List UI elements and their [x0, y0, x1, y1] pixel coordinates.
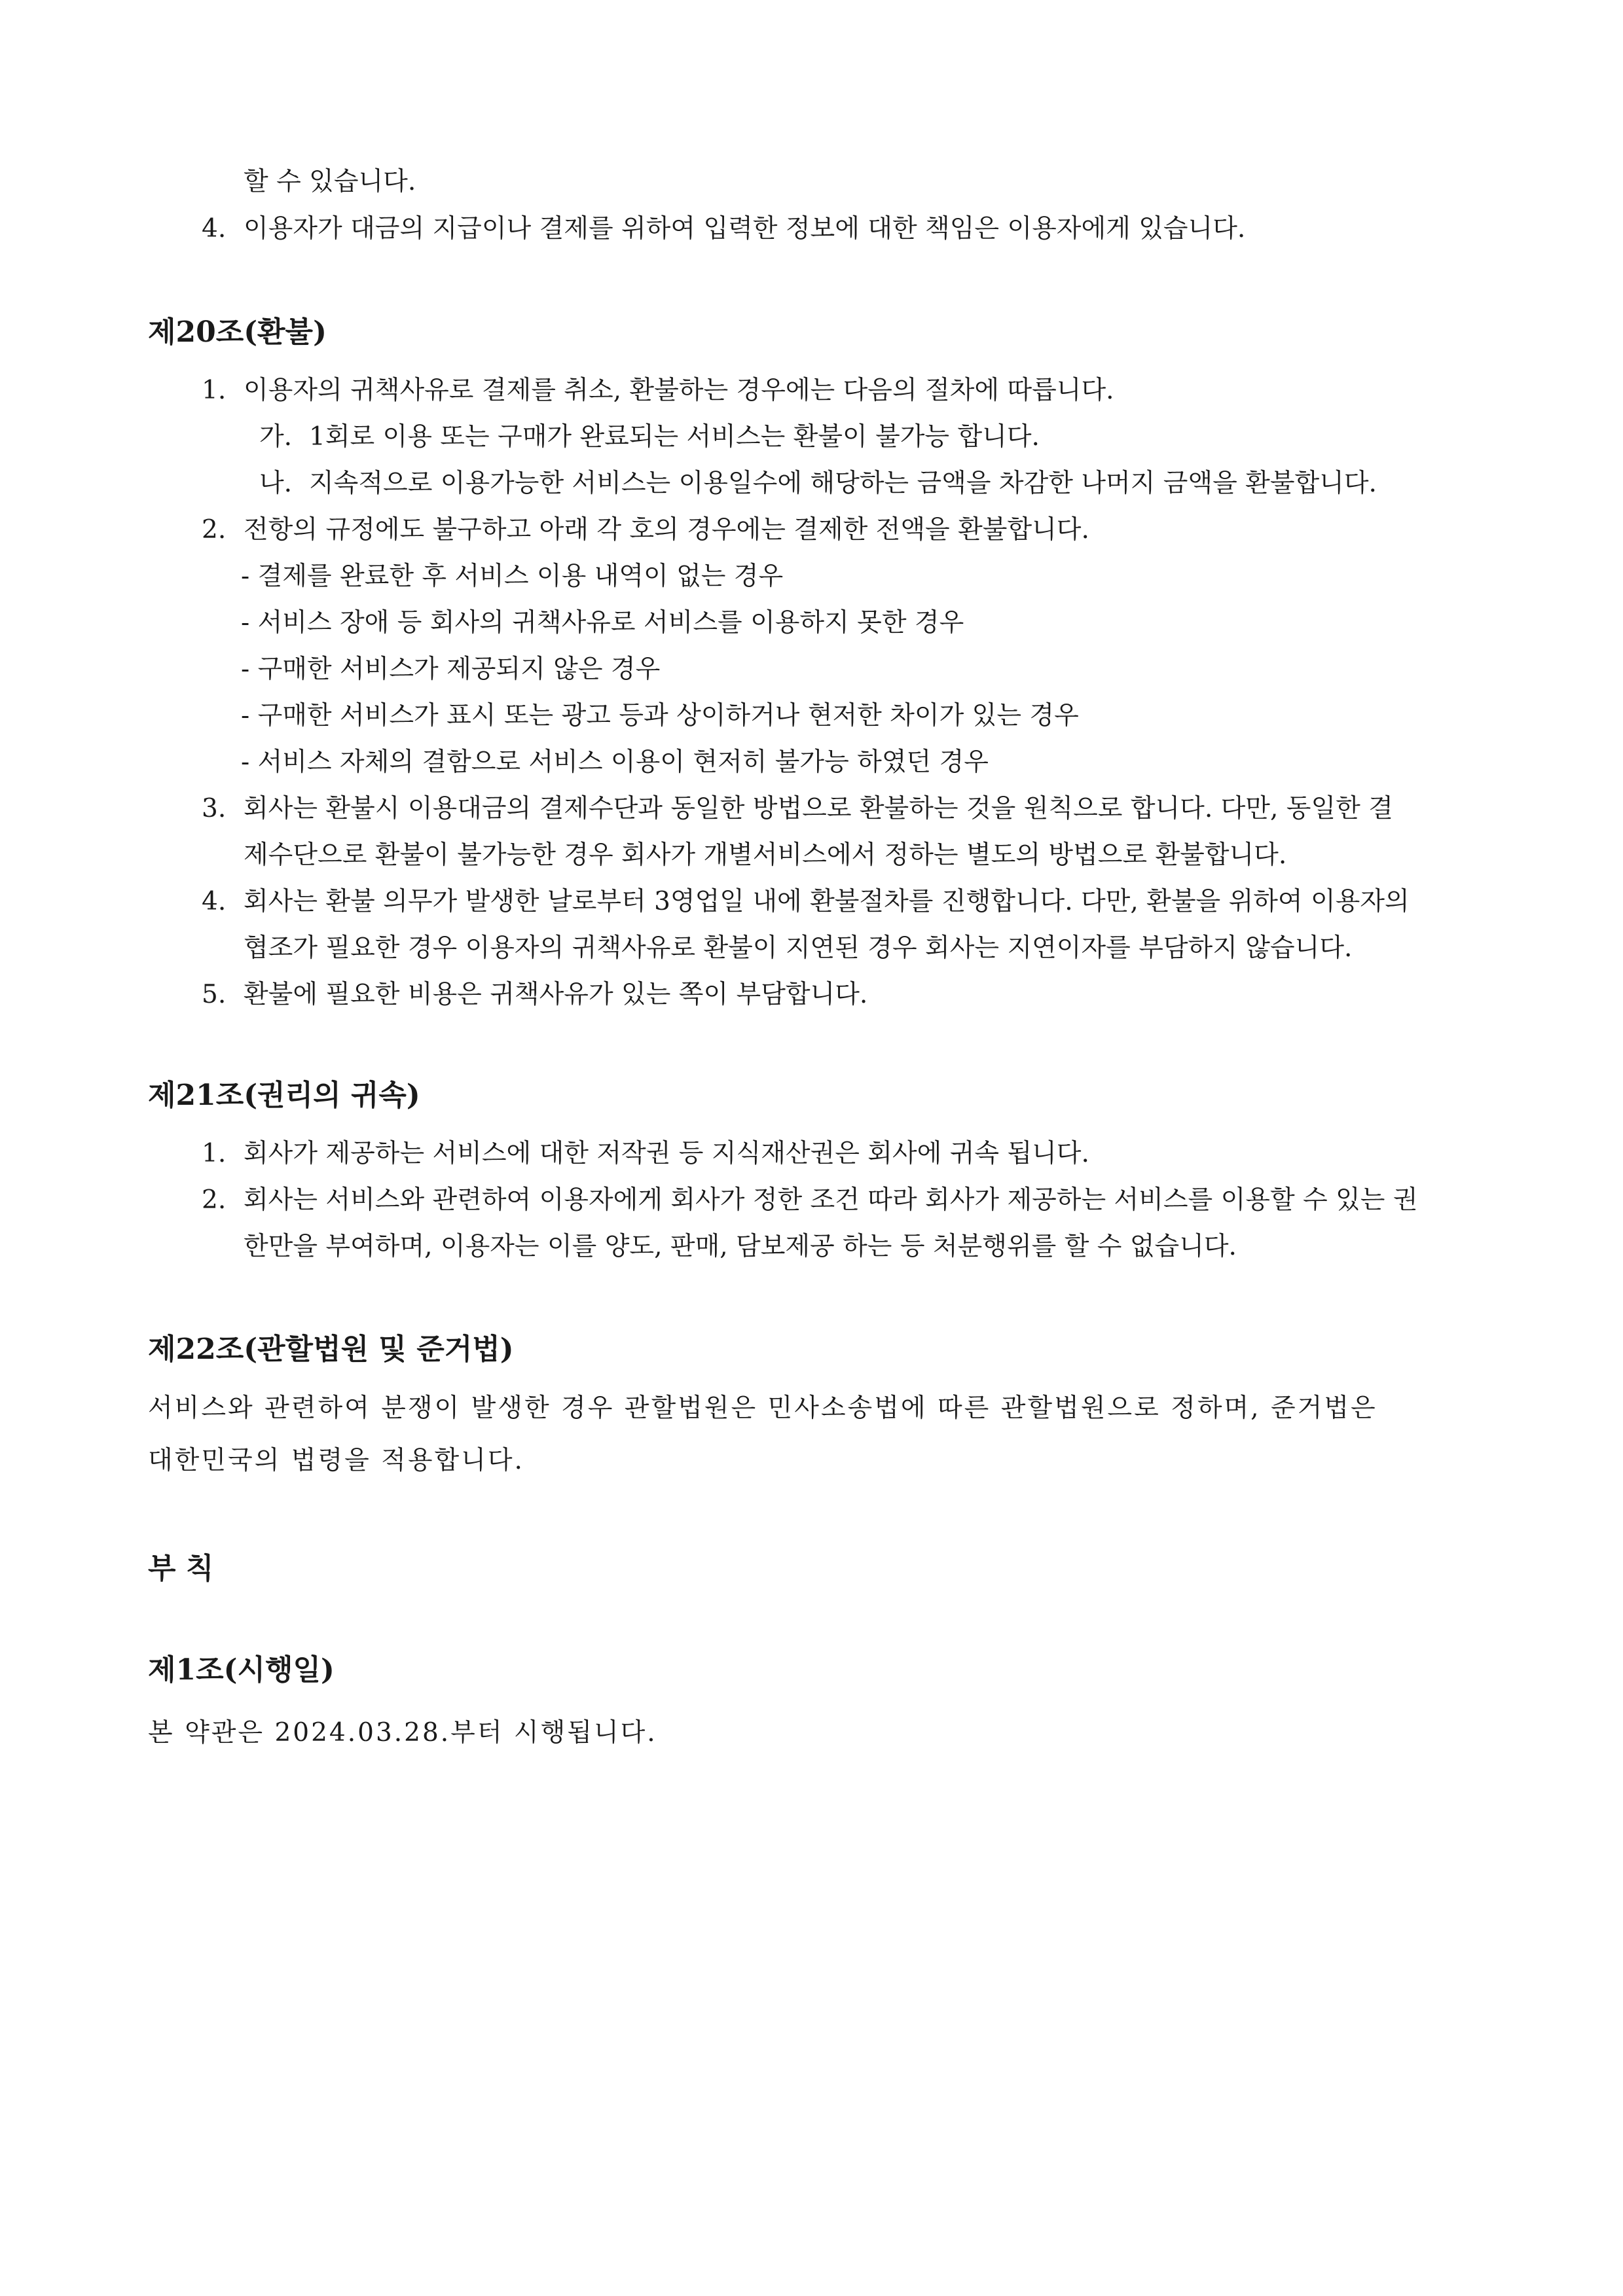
item-text: 이용자의 귀책사유로 결제를 취소, 환불하는 경우에는 다음의 절차에 따릅니다.: [244, 376, 1114, 405]
dash-item: - 서비스 자체의 결함으로 서비스 이용이 현저히 불가능 하였던 경우: [241, 747, 989, 777]
article-22-heading: 제22조(관할법원 및 준거법): [148, 1333, 514, 1366]
subitem-marker: 가.: [259, 422, 293, 452]
item-number: 4.: [202, 887, 227, 916]
effective-date-text: 본 약관은 2024.03.28.부터 시행됩니다.: [148, 1718, 657, 1748]
item-text-continued: 협조가 필요한 경우 이용자의 귀책사유로 환불이 지연된 경우 회사는 지연이자를 부담하지 않습니다.: [244, 933, 1353, 963]
dash-item: - 구매한 서비스가 표시 또는 광고 등과 상이하거나 현저한 차이가 있는 경우: [241, 701, 1079, 730]
item-text-continued: 제수단으로 환불이 불가능한 경우 회사가 개별서비스에서 정하는 별도의 방법으로 환불합니다.: [244, 840, 1287, 870]
subitem-text: 지속적으로 이용가능한 서비스는 이용일수에 해당하는 금액을 차감한 나머지 금액을 환불합니다.: [309, 469, 1377, 498]
addenda-heading: 부 칙: [148, 1552, 214, 1585]
item-number: 4.: [202, 214, 227, 243]
subitem-marker: 나.: [259, 469, 293, 498]
item-text: 환불에 필요한 비용은 귀책사유가 있는 쪽이 부담합니다.: [244, 980, 868, 1009]
dash-item: - 결제를 완료한 후 서비스 이용 내역이 없는 경우: [241, 562, 784, 591]
item-text: 전항의 규정에도 불구하고 아래 각 호의 경우에는 결제한 전액을 환불합니다.: [244, 515, 1089, 545]
dash-item: - 구매한 서비스가 제공되지 않은 경우: [241, 655, 661, 684]
item-number: 2.: [202, 1185, 227, 1215]
article-21-heading: 제21조(권리의 귀속): [148, 1079, 420, 1112]
continuation-line: 할 수 있습니다.: [244, 167, 416, 196]
article-1-heading: 제1조(시행일): [148, 1653, 335, 1687]
dash-item: - 서비스 장애 등 회사의 귀책사유로 서비스를 이용하지 못한 경우: [241, 608, 964, 637]
item-number: 2.: [202, 515, 227, 545]
item-number: 1.: [202, 376, 227, 405]
paragraph-line: 대한민국의 법령을 적용합니다.: [148, 1446, 524, 1475]
item-number: 1.: [202, 1139, 227, 1168]
item-text-continued: 한만을 부여하며, 이용자는 이를 양도, 판매, 담보제공 하는 등 처분행위를 할 수 없습니다.: [244, 1232, 1237, 1261]
subitem-text: 1회로 이용 또는 구매가 완료되는 서비스는 환불이 불가능 합니다.: [309, 422, 1040, 452]
item-text: 회사는 환불시 이용대금의 결제수단과 동일한 방법으로 환불하는 것을 원칙으로 합니다. 다만, 동일한 결: [244, 794, 1393, 823]
paragraph-line: 서비스와 관련하여 분쟁이 발생한 경우 관할법원은 민사소송법에 따른 관할법원으로 정하며, 준거법은: [148, 1393, 1377, 1423]
item-text: 회사는 환불 의무가 발생한 날로부터 3영업일 내에 환불절차를 진행합니다. 다만, 환불을 위하여 이용자의: [244, 887, 1410, 916]
item-number: 5.: [202, 980, 227, 1009]
item-text: 회사가 제공하는 서비스에 대한 저작권 등 지식재산권은 회사에 귀속 됩니다.: [244, 1139, 1089, 1168]
article-20-heading: 제20조(환불): [148, 315, 327, 349]
item-text: 회사는 서비스와 관련하여 이용자에게 회사가 정한 조건 따라 회사가 제공하는 서비스를 이용할 수 있는 권: [244, 1185, 1418, 1215]
item-number: 3.: [202, 794, 227, 823]
item-text: 이용자가 대금의 지급이나 결제를 위하여 입력한 정보에 대한 책임은 이용자에게 있습니다.: [244, 214, 1246, 243]
